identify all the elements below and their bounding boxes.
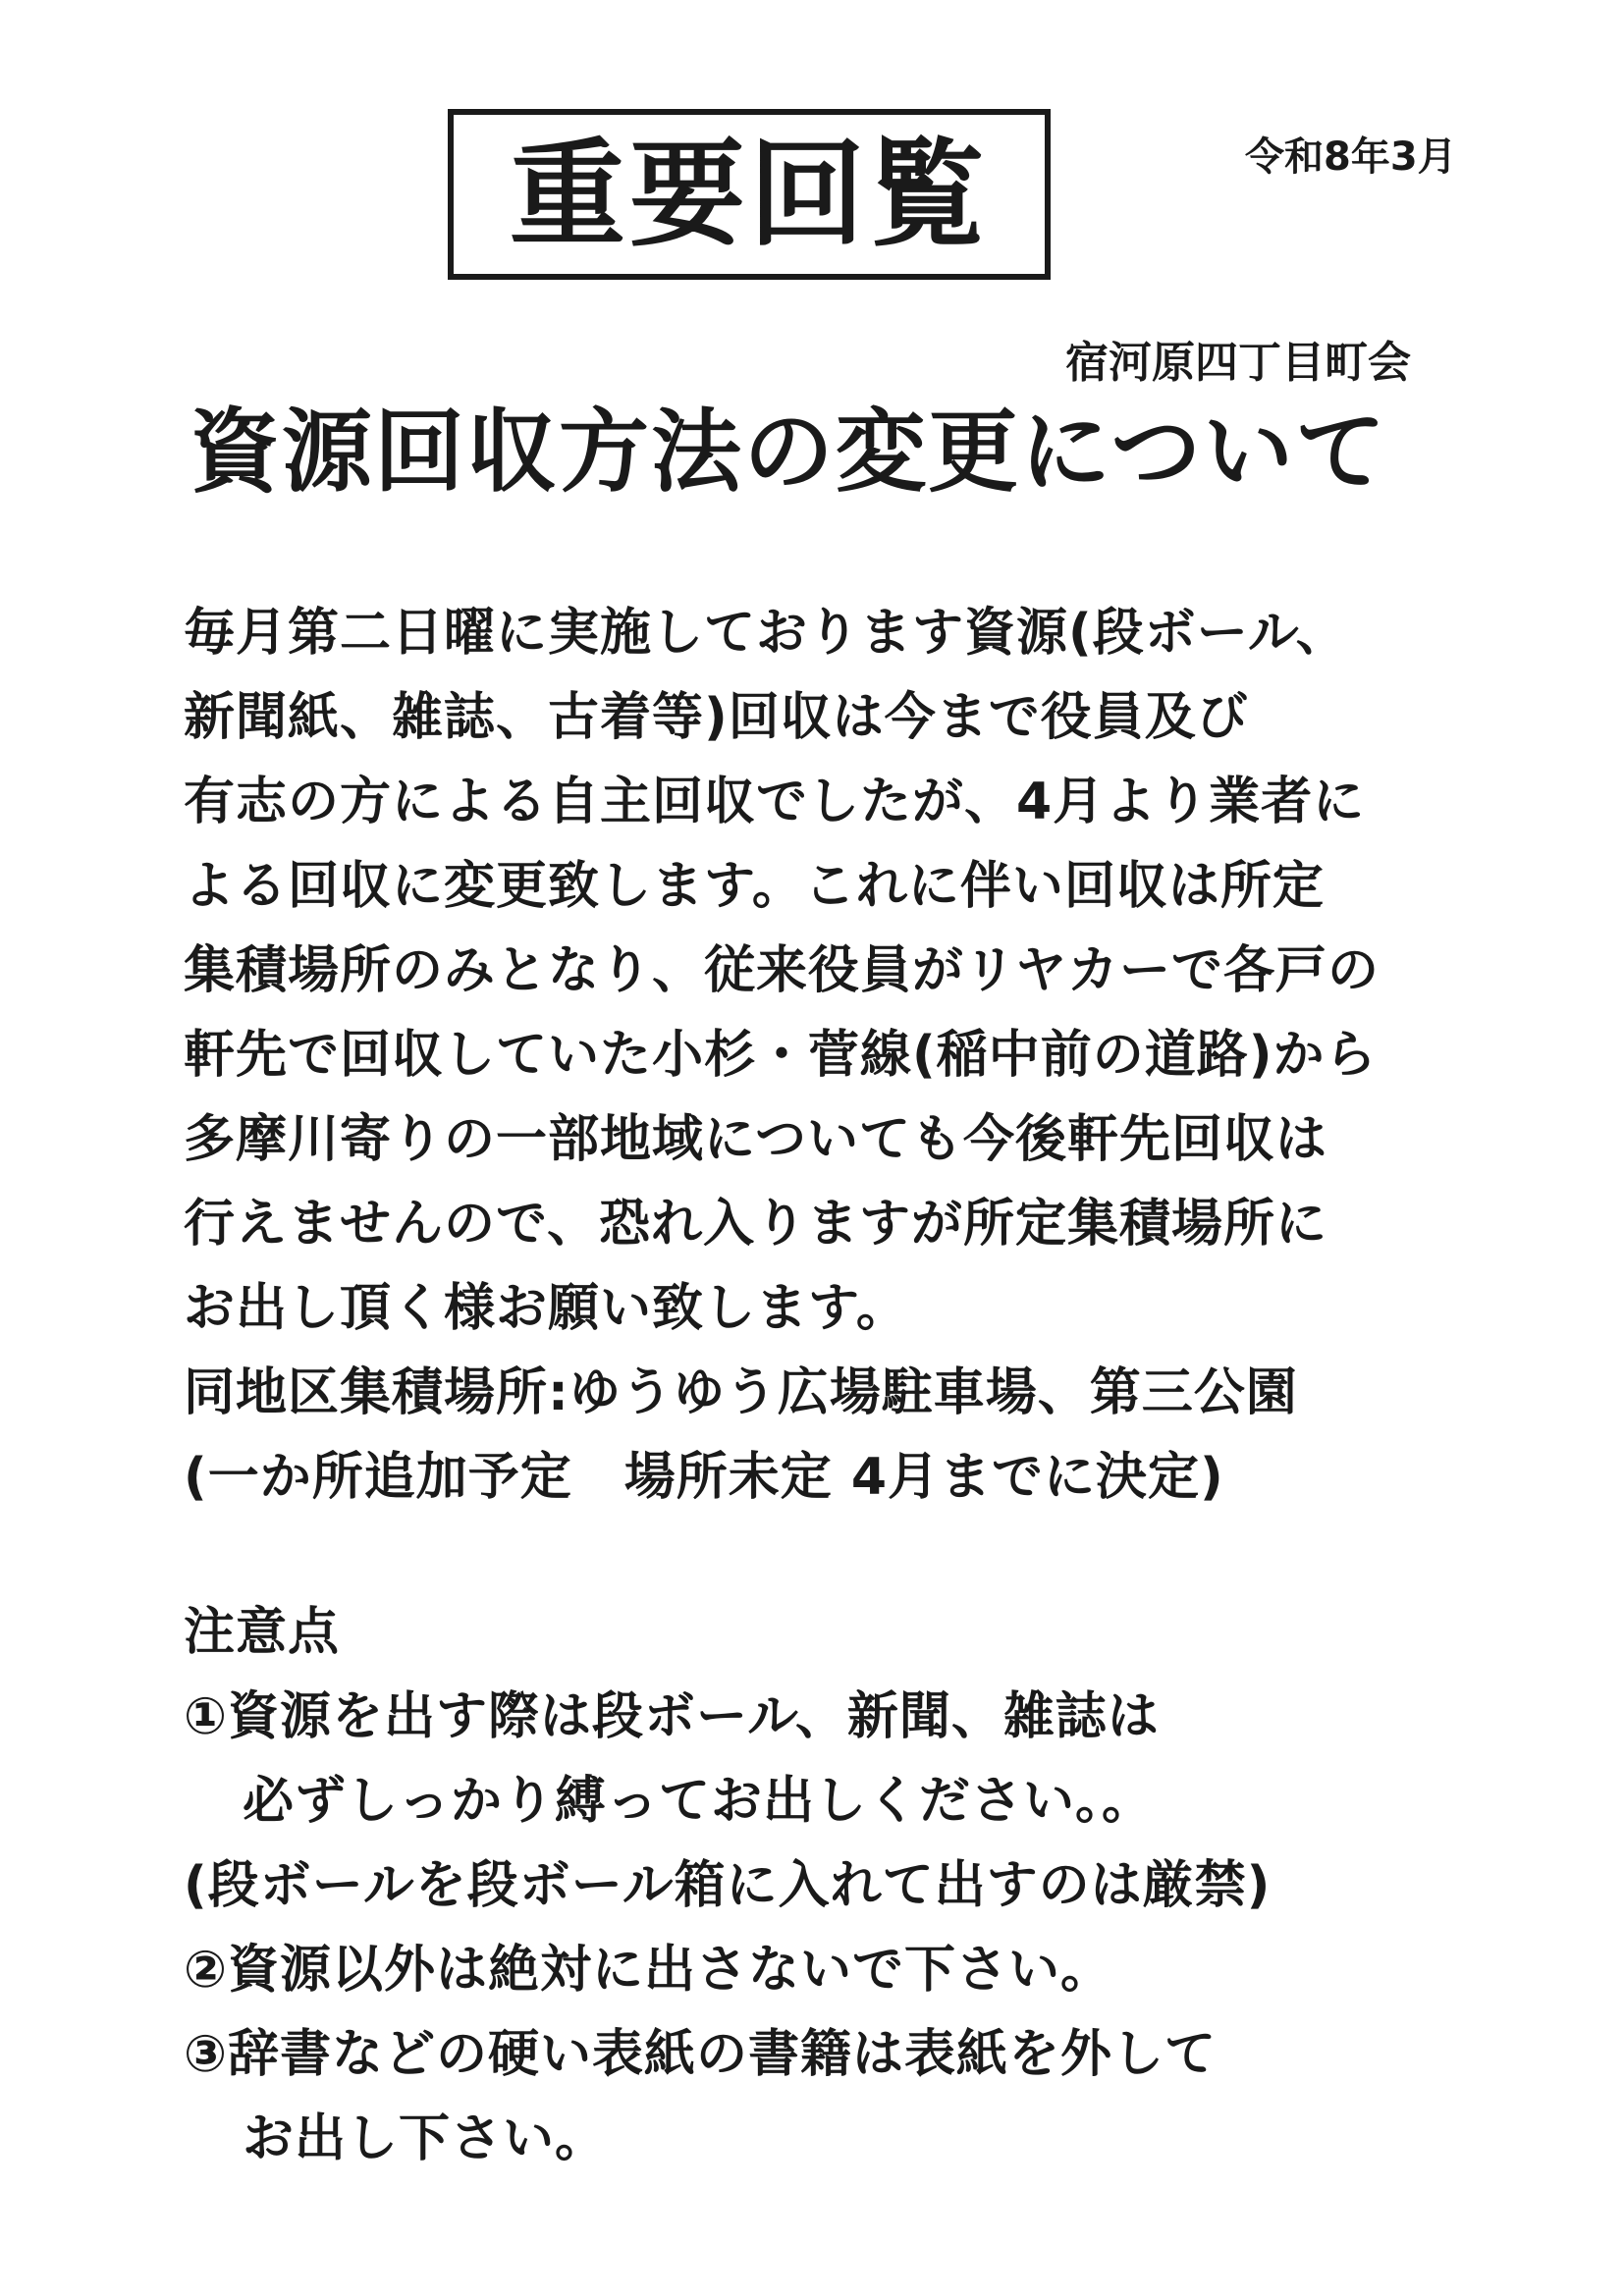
notes-section	[184, 1590, 1489, 2181]
body-line: 集積場所のみとなり、従来役員がリヤカーで各戸の	[184, 941, 1380, 1000]
notice-body	[184, 591, 1489, 1520]
body-line: 有志の方による自主回収でしたが、4月より業者に	[184, 773, 1366, 831]
body-line: 新聞紙、雑誌、古着等)回収は今まで役員及び	[184, 688, 1249, 747]
note-item-3-continued: お出し下さい。	[243, 2109, 608, 2168]
organization-name: 宿河原四丁目町会	[1065, 338, 1411, 388]
body-line: よる回収に変更致します。これに伴い回収は所定	[184, 857, 1325, 916]
stamp-text: 重要回覧	[509, 127, 989, 262]
body-line: 多摩川寄りの一部地域についても今後軒先回収は	[184, 1110, 1327, 1169]
important-circular-stamp	[448, 109, 1051, 280]
notice-title: 資源回収方法の変更について	[189, 400, 1388, 505]
note-item-3: ③辞書などの硬い表紙の書籍は表紙を外して	[184, 2025, 1218, 2084]
additional-site-note: (一か所追加予定 場所未定 4月までに決定)	[184, 1448, 1224, 1507]
issue-date: 令和8年3月	[1245, 134, 1457, 180]
note-item-2: ②資源以外は絶対に出さないで下さい。	[184, 1941, 1113, 2000]
body-line: 行えませんので、恐れ入りますが所定集積場所に	[184, 1195, 1327, 1254]
notes-heading: 注意点	[184, 1603, 341, 1662]
note-item-1: ①資源を出す際は段ボール、新聞、雑誌は	[184, 1687, 1160, 1746]
body-line: 軒先で回収していた小杉・菅線(稲中前の道路)から	[184, 1026, 1378, 1085]
note-item-1-continued: 必ずしっかり縛ってお出しください。。	[243, 1772, 1155, 1831]
body-line: お出し頂く様お願い致します。	[184, 1279, 908, 1338]
collection-site-line: 同地区集積場所:ゆうゆう広場駐車場、第三公園	[184, 1363, 1298, 1422]
note-item-1-caution: (段ボールを段ボール箱に入れて出すのは厳禁)	[184, 1856, 1272, 1915]
body-line: 毎月第二日曜に実施しております資源(段ボール、	[184, 604, 1348, 663]
